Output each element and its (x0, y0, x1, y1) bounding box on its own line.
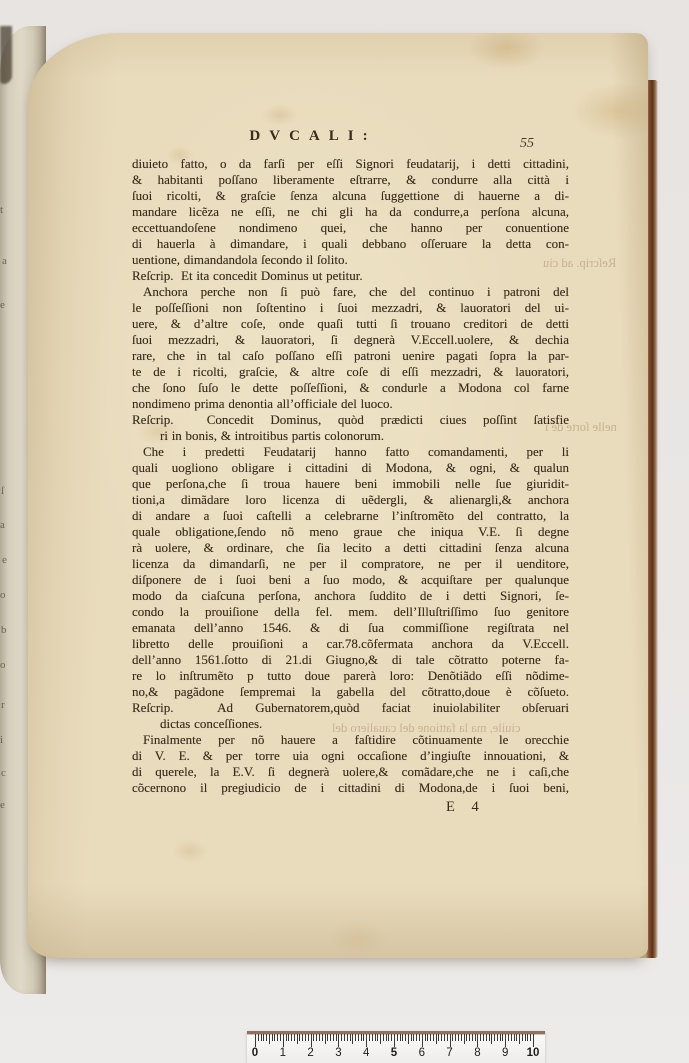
bleedthrough-text: Reſcrip. ad ciu (543, 256, 617, 270)
spine-text-fragment: e (2, 554, 7, 566)
spine-text-fragment: r (1, 699, 5, 711)
spine-text-fragment: o (0, 589, 6, 601)
ruler-tick (447, 1034, 448, 1041)
ruler-tick (322, 1034, 323, 1041)
ruler-tick (325, 1034, 326, 1044)
spine-text-fragment: e (0, 299, 5, 311)
ruler-tick (466, 1034, 467, 1041)
ruler-tick (444, 1034, 445, 1041)
ruler-tick (500, 1034, 501, 1041)
ruler-tick (311, 1034, 312, 1047)
ruler-tick (458, 1034, 459, 1041)
ruler-number: 3 (335, 1047, 342, 1059)
text-line: dictas conceſſiones. (160, 716, 263, 731)
text-line: quale obligatione,ſendo nõ meno graue che iniqua V.E. ſi degne (132, 524, 569, 539)
ruler-tick (297, 1034, 298, 1044)
ruler-tick (483, 1034, 484, 1041)
page-number: 55 (520, 136, 534, 151)
text-line: diſponere de i ſuoi beni a ſuo modo, & acquiſtare per qualunque (132, 572, 569, 587)
ruler-tick (352, 1034, 353, 1044)
spine-text-fragment: e (0, 799, 5, 811)
ruler-tick (472, 1034, 473, 1041)
ruler-tick (494, 1034, 495, 1041)
running-title: DVCALI: (249, 128, 377, 144)
text-line: di andare a ſuoi caſtelli a celebrarne l’inſtromẽto del contratto, la (132, 508, 569, 523)
ruler-number: 1 (279, 1047, 286, 1059)
ruler-tick (274, 1034, 275, 1041)
ruler-tick (338, 1034, 339, 1047)
ruler-tick (308, 1034, 309, 1041)
ruler-tick (491, 1034, 492, 1044)
ruler-tick (525, 1034, 526, 1041)
text-line: libretto delle prouiſioni a car.78.cõfermata anchora da V.Eccell. (132, 636, 569, 651)
text-line: Finalmente per nõ hauere a faſtidire cõtinuamente le orecchie (143, 732, 569, 747)
text-line: condo la prouiſione della fel. mem. dell’Illuſtriſſimo ſuo genitore (132, 604, 569, 619)
spine-text-fragment: a (2, 255, 7, 267)
ruler-number: 6 (418, 1047, 425, 1059)
text-line: modo da ciaſcuna perſona, anchora ſuddito de i detti Signori, ſe- (132, 588, 569, 603)
ruler-tick (330, 1034, 331, 1041)
text-line: & habitanti poſſano liberamente eſtrarre, & condurre alla città i (132, 172, 569, 187)
text-line: mandare licẽza ne eſſi, ne chi gli ha da condurre,a perſona alcuna, (132, 204, 569, 219)
ruler-tick (369, 1034, 370, 1041)
ruler-tick (313, 1034, 314, 1041)
ruler-tick (347, 1034, 348, 1041)
spine-text-fragment: o (0, 659, 6, 671)
text-line: re lo inſtrumẽto p tutto doue parerà loro: Denõtiãdo eſſi nõdime- (132, 668, 569, 683)
text-line: uere, & d’altre coſe, onde quaſi tutti ſi trouano creditori de detti (132, 316, 569, 331)
ruler-tick (291, 1034, 292, 1041)
ruler-tick (336, 1034, 337, 1041)
ruler-number: 8 (474, 1047, 481, 1059)
ruler-tick (358, 1034, 359, 1041)
ruler-tick (397, 1034, 398, 1041)
text-line: Reſcrip. Ad Gubernatorem,quòd faciat inuiolabiliter obſeruari (132, 700, 569, 715)
ruler-tick (380, 1034, 381, 1044)
spine-text-fragment: a (0, 519, 5, 531)
ruler-tick (383, 1034, 384, 1041)
ruler-tick (508, 1034, 509, 1041)
ruler-tick (366, 1034, 367, 1047)
text-line: tioni,a dimãdare loro licenza di uẽdergli, & alienargli,& anchora (132, 492, 569, 507)
ruler-number: 5 (390, 1047, 398, 1059)
ruler-tick (283, 1034, 284, 1047)
ruler-number: 9 (501, 1047, 509, 1059)
ruler-tick (375, 1034, 376, 1041)
book-page (28, 33, 648, 958)
ruler-tick (422, 1034, 423, 1047)
ruler-tick (386, 1034, 387, 1041)
text-line: che ſono ſuſo le dette poſſeſſioni, & condurle a Modona col farne (132, 380, 569, 395)
ruler-tick (405, 1034, 406, 1041)
text-line: ſuoi ricolti, & graſcie ſenza alcuna ſuggettione di hauerne a di- (132, 188, 569, 203)
ruler-tick (377, 1034, 378, 1041)
ruler-tick (450, 1034, 451, 1047)
ruler-number: 0 (251, 1047, 259, 1059)
text-line: diuieto fatto, o da farſi per eſſi Signori feudatarij, i detti cittadini, (132, 156, 569, 171)
ruler-tick (489, 1034, 490, 1041)
ruler-tick (533, 1034, 534, 1047)
ruler-tick (511, 1034, 512, 1041)
ruler-tick (436, 1034, 437, 1044)
gutter-shadow (0, 26, 12, 84)
ruler-tick (344, 1034, 345, 1041)
ruler-tick (350, 1034, 351, 1041)
text-line: rare, che in tal caſo poſſano eſſi patroni uenire pagati ſopra la par- (132, 348, 569, 363)
text-line: Reſcrip. Concedit Dominus, quòd prædicti ciues poſſint ſatisfie (132, 412, 569, 427)
spine-text-fragment: c (1, 767, 6, 779)
ruler-tick (319, 1034, 320, 1041)
text-line: quali uogliono obligare i cittadini di Modona, & ogni, & qualun (132, 460, 569, 475)
ruler-number: 2 (307, 1047, 314, 1059)
ruler-tick (505, 1034, 506, 1047)
spine-text-fragment: t (0, 204, 4, 216)
text-line: nondimeno prima denontia all’officiale del luoco. (132, 396, 393, 411)
ruler-tick (333, 1034, 334, 1041)
ruler-tick (263, 1034, 264, 1041)
ruler-tick (280, 1034, 281, 1041)
text-line: di hauerla à dimandare, i quali debbano oſſeruare la detta con- (132, 236, 569, 251)
text-line: que perſona,che ſi troua hauere beni immobili nelle ſue giuridit- (132, 476, 569, 491)
ruler-tick (464, 1034, 465, 1044)
ruler-tick (408, 1034, 409, 1044)
ruler-tick (522, 1034, 523, 1041)
ruler-tick (530, 1034, 531, 1041)
text-line: di querele, la E.V. ſi degnerà uolere,& comãdare,che ne i caſi,che (132, 764, 569, 779)
ruler-tick (269, 1034, 270, 1044)
text-block (132, 156, 569, 796)
spine-text-fragment: i (0, 734, 4, 746)
ruler-tick (361, 1034, 362, 1041)
spine-text-fragment: ſ (1, 485, 5, 497)
ruler-tick (430, 1034, 431, 1041)
ruler-tick (413, 1034, 414, 1041)
text-line: le poſſeſſioni non ſoſtentino i ſuoi mezzadri, & lauoratori del ui- (132, 300, 569, 315)
text-line: dell’anno 1561.ſotto di 21.di Giugno,& di tale cõtratto poterne fa- (132, 652, 569, 667)
ruler-tick (316, 1034, 317, 1041)
ruler-tick (427, 1034, 428, 1041)
bleedthrough-text: ciuile, ma la fattione del caualiero del (332, 721, 521, 735)
ruler-tick (286, 1034, 287, 1041)
ruler-tick (388, 1034, 389, 1041)
ruler-tick (341, 1034, 342, 1041)
bleedthrough-text: nelle ſorte de i (545, 420, 617, 434)
ruler-tick (411, 1034, 412, 1041)
ruler-number: 4 (362, 1047, 370, 1059)
ruler-tick (516, 1034, 517, 1041)
ruler-number: 10 (526, 1047, 540, 1059)
ruler-tick (391, 1034, 392, 1041)
text-line: no,& pagãdone ſempremai la gabella del cõtratto,doue è cõſueto. (132, 684, 569, 699)
ruler-tick (355, 1034, 356, 1041)
ruler-tick (438, 1034, 439, 1041)
text-line: uentione, dimandandola ſecondo il ſolito. (132, 252, 348, 267)
ruler-tick (519, 1034, 520, 1044)
text-line: emanata dell’anno 1546. & di ſua commiſſione regiſtrata nel (132, 620, 569, 635)
ruler-tick (363, 1034, 364, 1041)
ruler-tick (288, 1034, 289, 1041)
ruler-tick (425, 1034, 426, 1041)
ruler-tick (477, 1034, 478, 1047)
text-line: te de i ricolti, graſcie, & altre coſe di eſſi mezzadri, & lauoratori, (132, 364, 569, 379)
text-line: cõcernono il pregiudicio de i cittadini di Modona,de i ſuoi beni, (132, 780, 569, 795)
text-line: Che i predetti Feudatarij hanno fatto comandamenti, per li (143, 444, 569, 459)
text-line: Reſcrip. Et ita concedit Dominus ut petitur. (132, 268, 363, 283)
text-line: ri in bonis, & introitibus partis colonorum. (160, 428, 384, 443)
ruler-tick (299, 1034, 300, 1041)
ruler-tick (461, 1034, 462, 1041)
ruler-tick (272, 1034, 273, 1041)
ruler-tick (480, 1034, 481, 1041)
text-line: rà uolere, & ordinare, che ſia lecito a detti cittadini ſenza alcuna (132, 540, 569, 555)
text-line: Anchora perche non ſi può fare, che del continuo i patroni del (143, 284, 569, 299)
ruler-tick (441, 1034, 442, 1041)
ruler-tick (419, 1034, 420, 1041)
ruler-tick (475, 1034, 476, 1041)
signature-mark: E 4 (446, 799, 480, 815)
ruler-tick (502, 1034, 503, 1041)
ruler-tick (277, 1034, 278, 1041)
text-line: licenza da dimandarſi, ne per il compratore, ne per il uenditore, (132, 556, 569, 571)
text-line: ſuoi mezzadri, & lauoratori, ſi degnerà V.Eccell.uolere, & dechia (132, 332, 569, 347)
ruler-tick (305, 1034, 306, 1041)
ruler-tick (469, 1034, 470, 1041)
ruler-tick (372, 1034, 373, 1041)
text-line: di V. E. & per torre uia ogni occaſione d’ingiuſte innouationi, & (132, 748, 569, 763)
ruler-tick (402, 1034, 403, 1041)
ruler-tick (302, 1034, 303, 1041)
ruler-tick (416, 1034, 417, 1041)
ruler-tick (327, 1034, 328, 1041)
ruler-tick (527, 1034, 528, 1041)
ruler-tick (394, 1034, 395, 1047)
text-line: eccettuandoſene nondimeno quei, che hanno per conuentione (132, 220, 569, 235)
ruler-tick (255, 1034, 256, 1047)
spine-text-fragment: b (1, 624, 7, 636)
ruler-tick (294, 1034, 295, 1041)
ruler-tick (486, 1034, 487, 1041)
ruler-tick (266, 1034, 267, 1041)
ruler-tick (400, 1034, 401, 1041)
ruler (247, 1031, 545, 1063)
ruler-number: 7 (446, 1047, 453, 1059)
ruler-tick (497, 1034, 498, 1041)
ruler-tick (514, 1034, 515, 1041)
ruler-tick (258, 1034, 259, 1041)
ruler-tick (433, 1034, 434, 1041)
ruler-tick (455, 1034, 456, 1041)
ruler-tick (261, 1034, 262, 1041)
ruler-tick (452, 1034, 453, 1041)
